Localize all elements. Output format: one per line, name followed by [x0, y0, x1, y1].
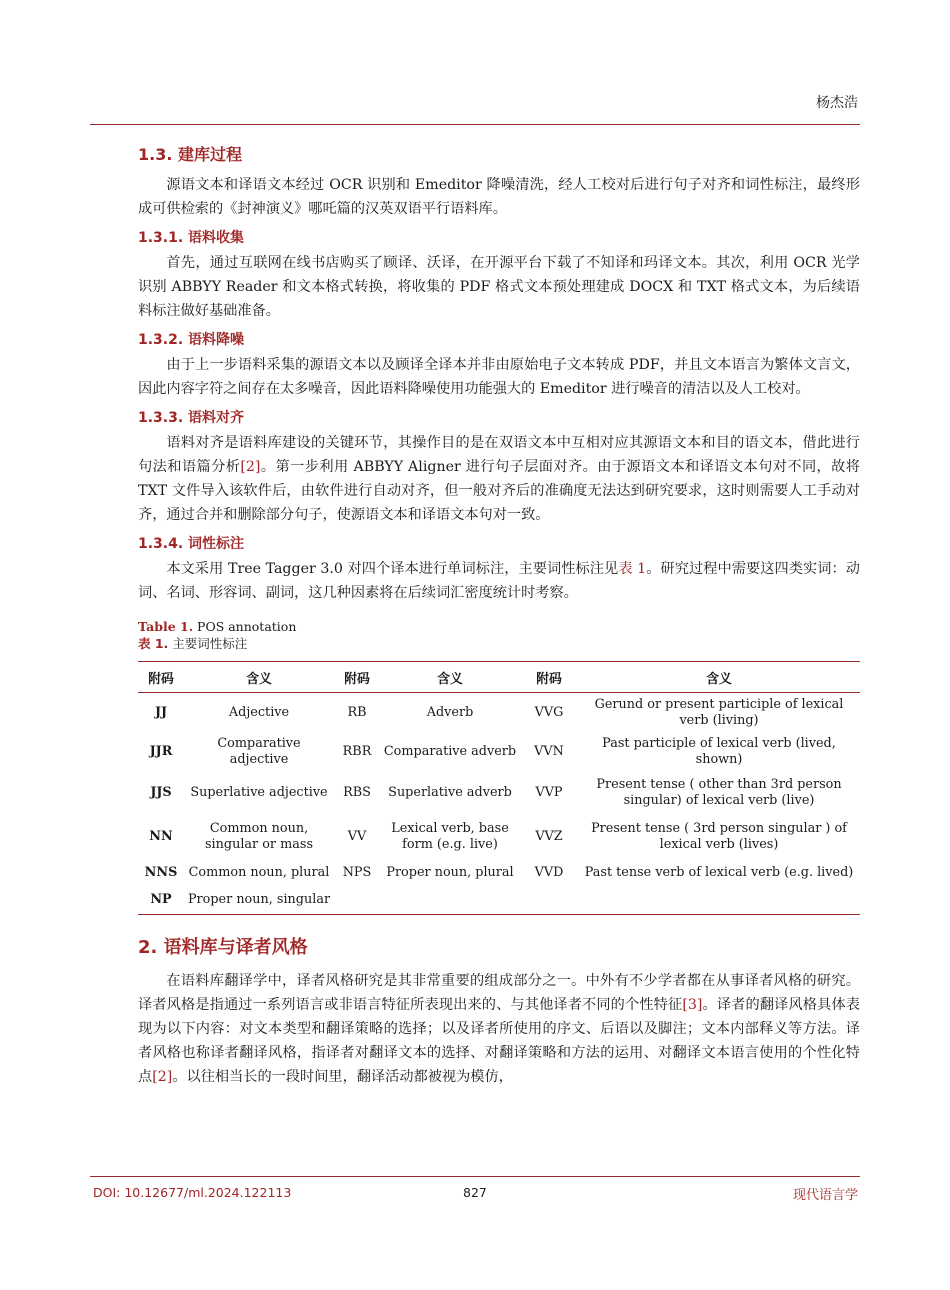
paragraph-text: 。译者的翻译风格具体表现为以下内容：对文本类型和翻译策略的选择；以及译者所使用的序文、后语以及脚注；文本内部释义等方法。译者风格也称译者翻译风格，指译者对翻译文本的选择、对翻译策略和方法的运用、对翻译文本语言使用的个性化特点	[138, 997, 860, 1085]
running-header-author: 杨杰浩	[816, 95, 858, 111]
section-1-3-paragraph: 源语文本和译语文本经过 OCR 识别和 Emeditor 降噪清洗，经人工校对后进行句子对齐和词性标注，最终形成可供检索的《封神演义》哪吒篇的汉英双语平行语料库。	[138, 177, 860, 217]
citation-link[interactable]: [2]	[240, 459, 261, 475]
section-heading-1-3-4: 1.3.4. 词性标注	[138, 536, 245, 552]
table-caption-english	[138, 619, 860, 635]
table-cell	[380, 887, 520, 915]
pos-annotation-table	[138, 661, 860, 915]
table-row	[138, 693, 860, 733]
table-cell: Lexical verb, base form (e.g. live)	[391, 820, 509, 852]
table-cell: Comparative adjective	[217, 735, 301, 767]
table-cell: Gerund or present participle of lexical verb (living)	[594, 696, 844, 728]
header-divider	[90, 124, 860, 125]
table-cell: Proper noun, plural	[386, 864, 514, 880]
paragraph-text: 在语料库翻译学中，译者风格研究是其非常重要的组成部分之一。中外有不少学者都在从事译者风格的研究。译者风格是指通过一系列语言或非语言特征所表现出来的、与其他译者不同的个性特征	[138, 973, 860, 1013]
section-heading-1-3-1: 1.3.1. 语料收集	[138, 230, 245, 246]
section-heading-1-3: 1.3. 建库过程	[138, 145, 242, 164]
table-cell	[520, 887, 578, 915]
article-body	[138, 138, 860, 1091]
column-header: 含义	[184, 662, 334, 693]
table-row	[138, 771, 860, 815]
section-2-paragraph	[138, 969, 860, 1089]
table-cell: Common noun, singular or mass	[204, 820, 314, 852]
table-reference-link[interactable]: 表 1	[618, 561, 647, 577]
section-heading-1-3-3: 1.3.3. 语料对齐	[138, 410, 245, 426]
table-cell: JJ	[154, 704, 168, 720]
table-cell: NN	[149, 828, 173, 844]
table-cell: NNS	[144, 864, 178, 880]
table-cell: VV	[347, 828, 367, 844]
page-number: 827	[463, 1185, 487, 1200]
citation-link[interactable]: [3]	[682, 997, 703, 1013]
table-caption-label: 表 1.	[138, 636, 169, 651]
section-1-3-1-paragraph: 首先，通过互联网在线书店购买了顾译、沃译，在开源平台下载了不知译和玛译文本。其次，利用 OCR 光学识别 ABBYY Reader 和文本格式转换，将收集的 PDF 格式文本预处理建成 DOCX 和 TXT 格式文本，为后续语料标注做好基础准备。	[138, 255, 860, 319]
table-cell: Superlative adverb	[388, 784, 512, 800]
table-cell	[578, 887, 860, 915]
section-1-3-2-paragraph: 由于上一步语料采集的源语文本以及顾译全译本并非由原始电子文本转成 PDF，并且文本语言为繁体文言文，因此内容字符之间存在太多噪音，因此语料降噪使用功能强大的 Emeditor 进行噪音的清洁以及人工校对。	[138, 357, 860, 397]
table-cell: NP	[150, 892, 172, 908]
table-cell: VVZ	[535, 828, 563, 844]
column-header: 含义	[578, 662, 860, 693]
table-cell: Present tense ( 3rd person singular ) of lexical verb (lives)	[591, 820, 847, 852]
table-cell: Past tense verb of lexical verb (e.g. lived)	[584, 864, 854, 880]
footer-doi-link[interactable]: DOI: 10.12677/ml.2024.122113	[93, 1185, 292, 1200]
paragraph-text: 。研究过程中需要这四类实词：动词、名词、形容词、副词，这几种因素将在后续词汇密度统计时考察。	[138, 561, 860, 601]
table-cell: RBR	[342, 743, 372, 759]
section-1-3-4-paragraph	[138, 557, 860, 605]
column-header: 含义	[380, 662, 520, 693]
table-row	[138, 887, 860, 915]
table-cell: Proper noun, singular	[187, 892, 331, 908]
column-header: 附码	[334, 662, 380, 693]
table-cell	[334, 887, 380, 915]
table-caption-chinese	[138, 635, 860, 653]
paragraph-text: 。第一步利用 ABBYY Aligner 进行句子层面对齐。由于源语文本和译语文本句对不同，故将 TXT 文件导入该软件后，由软件进行自动对齐，但一般对齐后的准确度无法达到研究要求，这时则需要人工手动对齐，通过合并和删除部分句子，使源语文本和译语文本句对一致。	[138, 459, 860, 523]
table-cell: RB	[347, 704, 367, 720]
table-cell: RBS	[343, 784, 371, 800]
column-header: 附码	[138, 662, 184, 693]
table-cell: JJR	[149, 743, 173, 759]
paragraph-text: 本文采用 Tree Tagger 3.0 对四个译本进行单词标注，主要词性标注见	[166, 561, 619, 577]
footer-divider	[90, 1176, 860, 1177]
table-cell: VVD	[534, 864, 564, 880]
table-row	[138, 815, 860, 859]
table-cell: Past participle of lexical verb (lived, shown)	[602, 735, 836, 767]
journal-name: 现代语言学	[792, 1188, 858, 1203]
table-cell: JJS	[150, 784, 172, 800]
table-cell: Comparative adverb	[383, 743, 517, 759]
table-cell: VVG	[534, 704, 564, 720]
table-caption-label: Table 1.	[138, 619, 194, 634]
paragraph-text: 。以往相当长的一段时间里，翻译活动都被视为模仿，	[172, 1069, 513, 1085]
table-cell: VVN	[534, 743, 564, 759]
table-cell: Adverb	[426, 704, 474, 720]
table-cell: VVP	[535, 784, 563, 800]
table-header-row	[138, 662, 860, 693]
paragraph-text: 语料对齐是语料库建设的关键环节，其操作目的是在双语文本中互相对应其源语文本和目的语文本，借此进行句法和语篇分析	[138, 435, 860, 475]
citation-link[interactable]: [2]	[152, 1069, 173, 1085]
table-cell: NPS	[342, 864, 372, 880]
table-cell: Superlative adjective	[190, 784, 328, 800]
table-caption-text: 主要词性标注	[168, 636, 248, 651]
section-1-3-3-paragraph	[138, 431, 860, 527]
section-heading-1-3-2: 1.3.2. 语料降噪	[138, 332, 245, 348]
column-header: 附码	[520, 662, 578, 693]
table-cell: Present tense ( other than 3rd person singular) of lexical verb (live)	[596, 776, 842, 808]
table-cell: Common noun, plural	[188, 864, 330, 880]
table-cell: Adjective	[228, 704, 290, 720]
table-row	[138, 859, 860, 887]
table-row	[138, 733, 860, 771]
table-caption-text: POS annotation	[193, 619, 297, 634]
section-heading-2: 2. 语料库与译者风格	[138, 937, 308, 958]
